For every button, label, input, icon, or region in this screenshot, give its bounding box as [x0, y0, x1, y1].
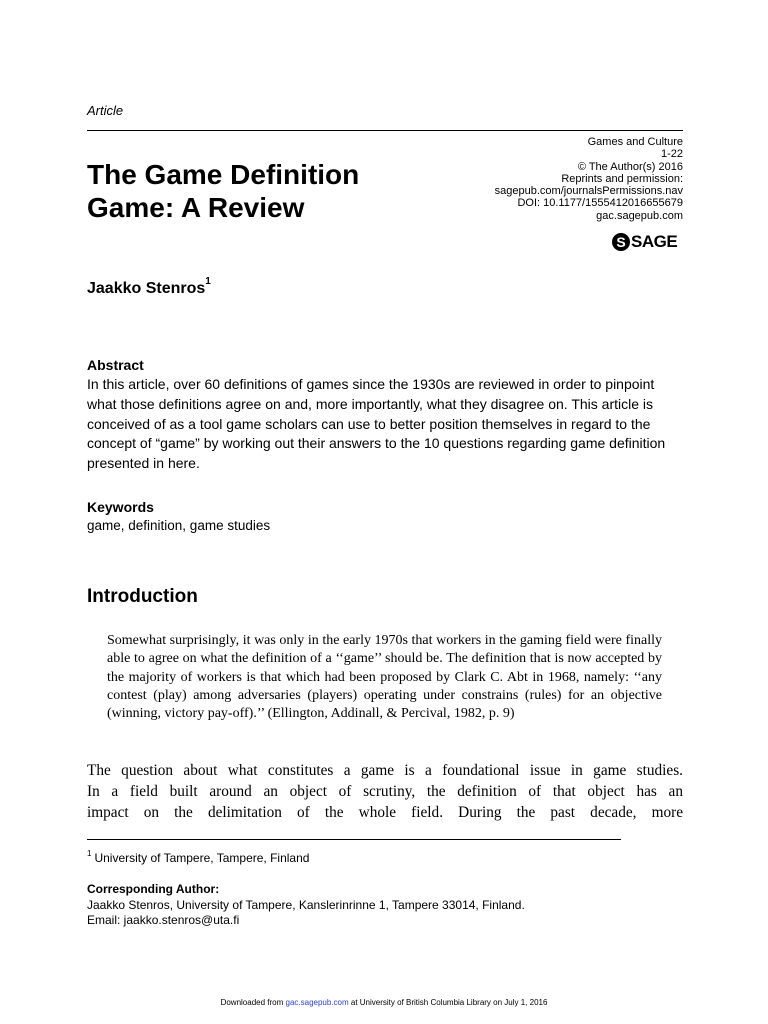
- sage-logo: [612, 233, 677, 251]
- copyright-notice: © The Author(s) 2016: [577, 160, 683, 173]
- paper-title: [87, 158, 487, 224]
- title-line-2: Game: A Review: [87, 192, 305, 223]
- introduction-blockquote: Somewhat surprisingly, it was only in the early 1970s that workers in the gaming field were finally able to agree on what the definition of a ‘‘game’’ should be. The definition that is now accepted by the majority of workers is that which had been proposed by Clark C. Abt in 1968, namely: ‘‘any contest (play) among adversaries (players) operating under constrains (rules) for an objective (winning, victory pay-off).’’ (Ellington, Addinall, & Percival, 1982, p. 9): [107, 633, 662, 722]
- journal-name: Games and Culture: [587, 136, 683, 148]
- footnote-divider: [87, 839, 621, 840]
- reprints-label: Reprints and permission:: [561, 172, 683, 185]
- abstract-text: In this article, over 60 definitions of games since the 1930s are reviewed in order to pinpoint what those definitions agree on and, more importantly, what they disagree on. This article is conceived of as a tool game scholars can use to better position themselves in regard to the concept of “game” by working out their answers to the 10 questions regarding game definition presented in here.: [87, 376, 666, 472]
- body-line-2: In a field built around an object of scrutiny, the definition of that object has an: [87, 783, 683, 800]
- abstract-heading: Abstract: [87, 357, 144, 373]
- corresponding-author-block: [87, 882, 525, 929]
- body-line-3: impact on the delimitation of the whole field. During the past decade, more: [87, 804, 683, 821]
- corresponding-author-email[interactable]: Email: jaakko.stenros@uta.fi: [87, 913, 240, 927]
- doi[interactable]: DOI: 10.1177/1555412016655679: [517, 197, 683, 210]
- journal-site-link[interactable]: gac.sagepub.com: [596, 209, 683, 222]
- author-name: [87, 276, 211, 298]
- sage-logo-text: SAGE: [631, 232, 678, 251]
- corresponding-author-address: Jaakko Stenros, University of Tampere, Kanslerinrinne 1, Tampere 33014, Finland.: [87, 897, 525, 912]
- page-range: 1-22: [660, 148, 683, 161]
- keywords-text: game, definition, game studies: [87, 518, 271, 533]
- introduction-heading: Introduction: [87, 586, 198, 607]
- download-prefix: Downloaded from: [220, 998, 286, 1007]
- introduction-body: [87, 760, 683, 823]
- journal-metadata: [495, 136, 683, 222]
- download-suffix: at University of British Columbia Library on July 1, 2016: [348, 998, 548, 1007]
- title-line-1: The Game Definition: [87, 159, 360, 190]
- download-source-link[interactable]: gac.sagepub.com: [285, 998, 349, 1007]
- sage-circle-icon: S: [612, 233, 630, 251]
- header-divider: [87, 130, 683, 131]
- body-line-1: The question about what constitutes a game is a foundational issue in game studies.: [87, 762, 683, 779]
- download-notice: [0, 998, 768, 1007]
- article-type-label: Article: [87, 103, 124, 118]
- author-affiliation-marker: 1: [205, 276, 211, 287]
- author-name-text: Jaakko Stenros: [87, 280, 206, 297]
- footnote-marker: 1: [87, 849, 92, 858]
- footnote-affiliation: [87, 851, 309, 865]
- footnote-affiliation-text: University of Tampere, Tampere, Finland: [94, 851, 310, 865]
- keywords-heading: Keywords: [87, 499, 154, 515]
- corresponding-author-label: Corresponding Author:: [87, 882, 220, 896]
- permissions-link[interactable]: sagepub.com/journalsPermissions.nav: [494, 185, 683, 198]
